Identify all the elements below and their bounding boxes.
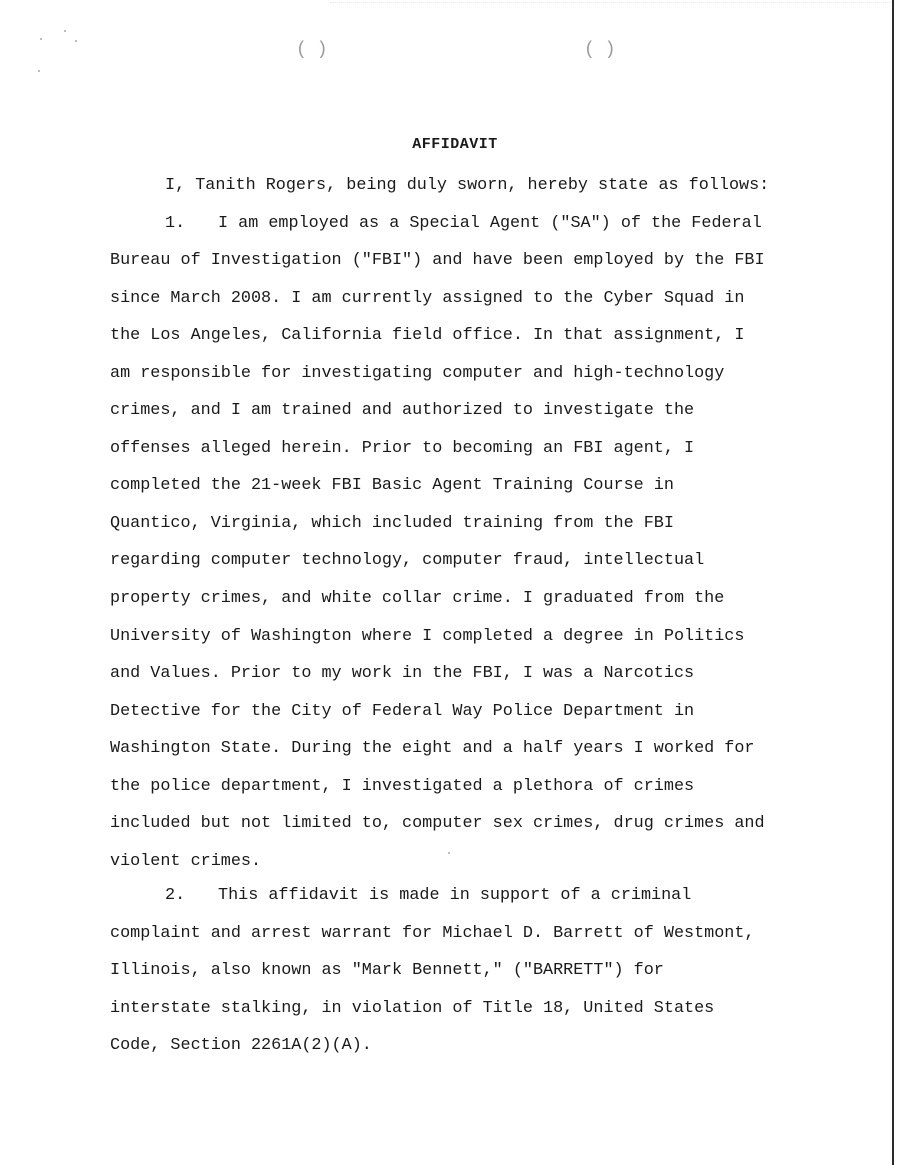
paragraph-line: Quantico, Virginia, which included training from the FBI bbox=[110, 513, 674, 533]
paragraph-line: University of Washington where I completed a degree in Politics bbox=[110, 626, 745, 646]
paragraph-first-line bbox=[110, 205, 810, 243]
scan-speck bbox=[75, 40, 77, 42]
intro-statement bbox=[110, 167, 810, 205]
scan-page-edge bbox=[892, 0, 894, 1165]
paragraph-line: am responsible for investigating computer and high-technology bbox=[110, 363, 725, 383]
scan-speck bbox=[64, 30, 66, 32]
scan-artifact-top bbox=[330, 2, 890, 13]
paragraph-line: completed the 21-week FBI Basic Agent Training Course in bbox=[110, 476, 674, 496]
scan-speck bbox=[38, 70, 40, 72]
paragraph-line: I am employed as a Special Agent ("SA") of the Federal bbox=[218, 213, 762, 233]
paragraph-line: regarding computer technology, computer fraud, intellectual bbox=[110, 551, 705, 571]
paragraph-line: since March 2008. I am currently assigned to the Cyber Squad in bbox=[110, 288, 745, 308]
paragraph-line: crimes, and I am trained and authorized to investigate the bbox=[110, 401, 695, 421]
paragraph-line: the police department, I investigated a plethora of crimes bbox=[110, 776, 695, 796]
paragraph-1 bbox=[110, 205, 810, 881]
paragraph-line: complaint and arrest warrant for Michael D. Barrett of Westmont, bbox=[110, 923, 755, 943]
paragraph-line: included but not limited to, computer sex crimes, drug crimes and bbox=[110, 814, 765, 834]
paragraph-line: violent crimes. bbox=[110, 851, 262, 871]
paragraph-line: Bureau of Investigation ("FBI") and have been employed by the FBI bbox=[110, 251, 765, 271]
paragraph-line: property crimes, and white collar crime. I graduated from the bbox=[110, 588, 725, 608]
paragraph-line: This affidavit is made in support of a criminal bbox=[218, 886, 692, 905]
paragraph-2 bbox=[110, 877, 810, 1065]
paragraph-line: offenses alleged herein. Prior to becoming an FBI agent, I bbox=[110, 438, 695, 458]
hole-punch-mark-left: () bbox=[296, 40, 338, 60]
paragraph-line: Code, Section 2261A(2)(A). bbox=[110, 1036, 372, 1056]
paragraph-line: Illinois, also known as "Mark Bennett," ("BARRETT") for bbox=[110, 961, 664, 981]
paragraph-line: Detective for the City of Federal Way Police Department in bbox=[110, 701, 695, 721]
paragraph-number: 2. bbox=[165, 886, 186, 905]
paragraph-line: Washington State. During the eight and a half years I worked for bbox=[110, 739, 755, 759]
paragraph-number: 1. bbox=[165, 213, 186, 233]
paragraph-line: and Values. Prior to my work in the FBI, I was a Narcotics bbox=[110, 664, 695, 684]
scan-speck bbox=[40, 38, 42, 40]
hole-punch-mark-right: () bbox=[584, 40, 626, 60]
paragraph-first-line bbox=[110, 877, 810, 915]
intro-line: I, Tanith Rogers, being duly sworn, hereby state as follows: bbox=[165, 176, 770, 195]
paragraph-line: the Los Angeles, California field office. In that assignment, I bbox=[110, 326, 745, 346]
paragraph-line: interstate stalking, in violation of Title 18, United States bbox=[110, 998, 715, 1018]
document-title: AFFIDAVIT bbox=[412, 136, 498, 153]
